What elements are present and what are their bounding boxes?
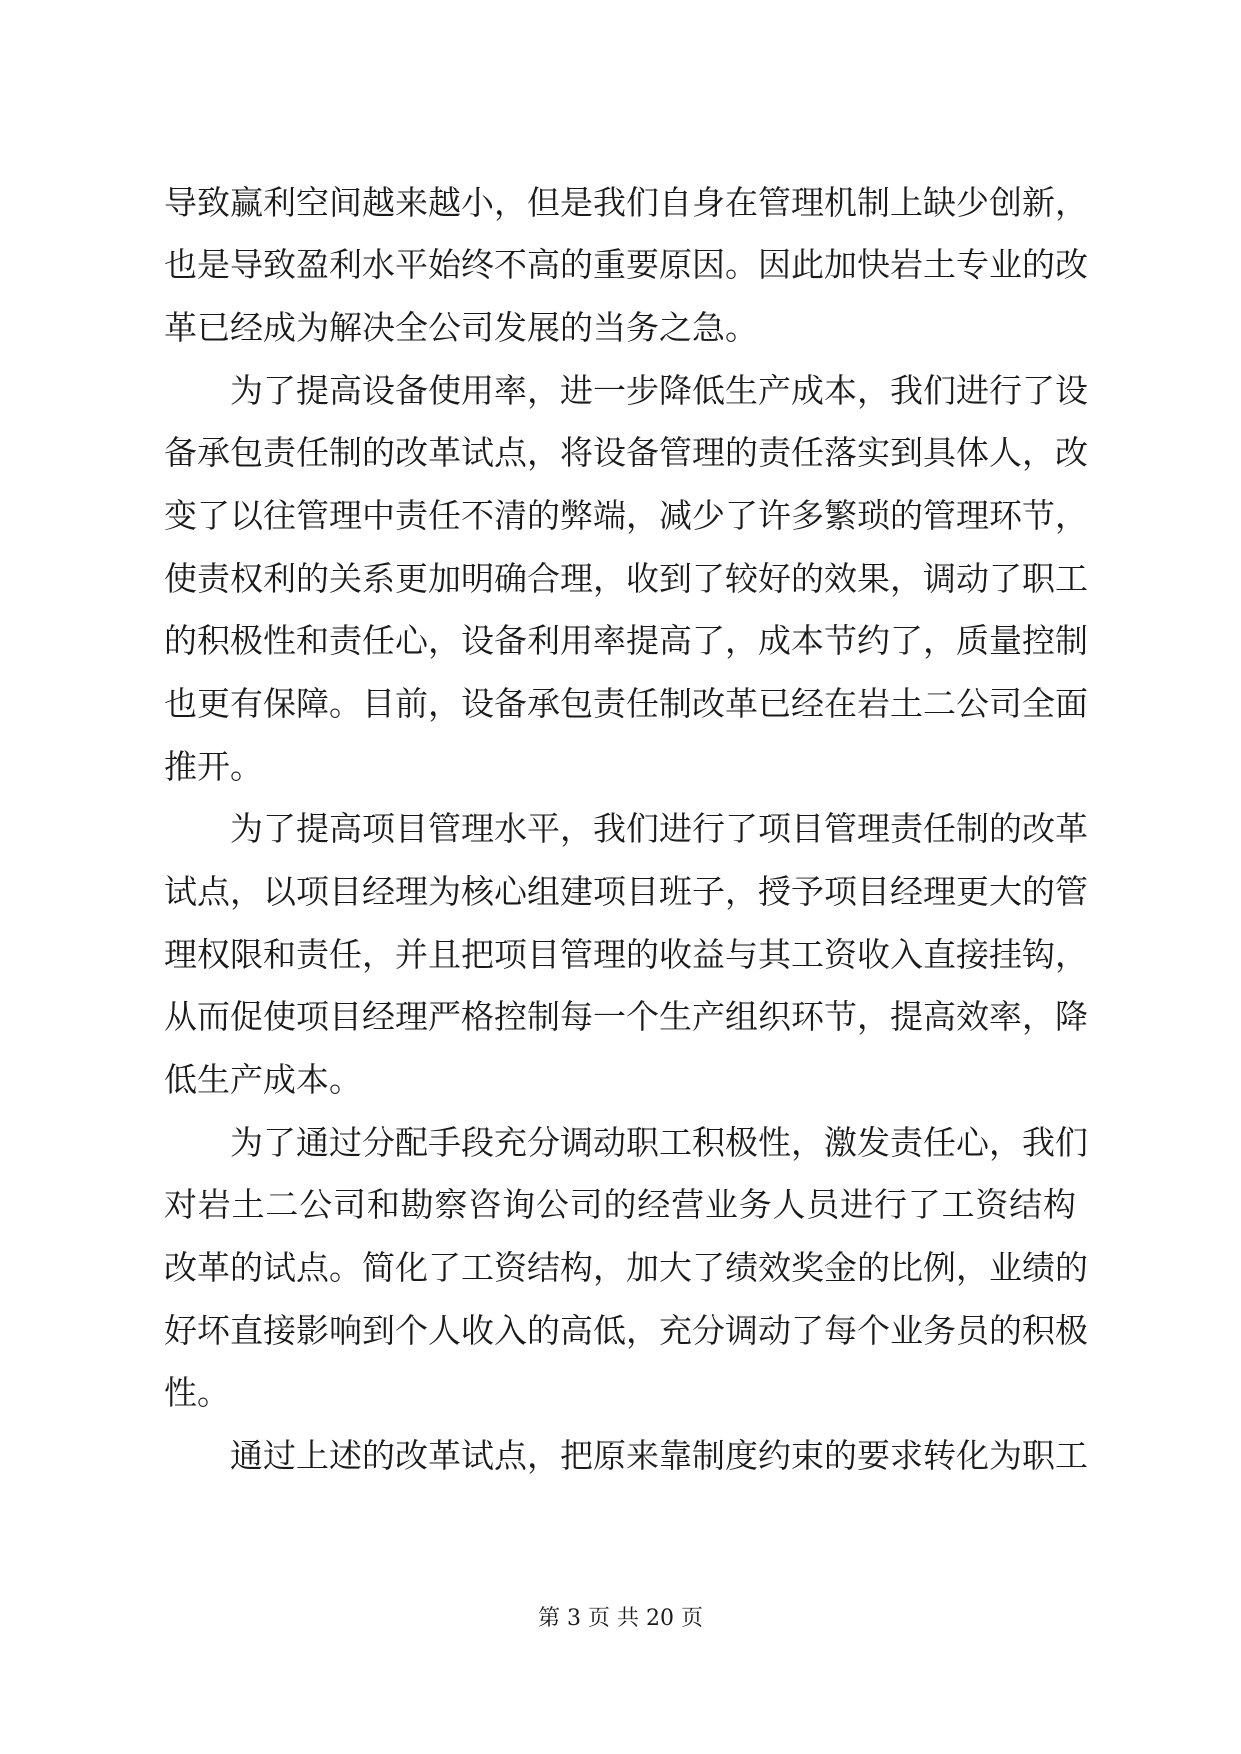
body-text-line: 备承包责任制的改革试点，将设备管理的责任落实到具体人，改 xyxy=(164,433,1088,472)
body-text-line: 导致赢利空间越来越小，但是我们自身在管理机制上缺少创新， xyxy=(164,183,1088,222)
page-number-footer: 第 3 页 共 20 页 xyxy=(538,1606,703,1631)
body-text-line: 也是导致盈利水平始终不高的重要原因。因此加快岩土专业的改 xyxy=(164,245,1088,284)
body-text-line: 低生产成本。 xyxy=(164,1060,362,1099)
body-text-line: 对岩土二公司和勘察咨询公司的经营业务人员进行了工资结构 xyxy=(164,1185,1076,1224)
body-text-line: 理权限和责任，并且把项目管理的收益与其工资收入直接挂钩， xyxy=(164,935,1088,974)
body-text-line: 推开。 xyxy=(164,747,263,786)
paragraph-first-line: 为了提高项目管理水平，我们进行了项目管理责任制的改革 xyxy=(230,809,1088,848)
body-text-line: 试点，以项目经理为核心组建项目班子，授予项目经理更大的管 xyxy=(164,872,1088,911)
body-text-line: 使责权利的关系更加明确合理，收到了较好的效果，调动了职工 xyxy=(164,559,1088,598)
body-text-line: 变了以往管理中责任不清的弊端，减少了许多繁琐的管理环节， xyxy=(164,496,1088,535)
body-text-line: 革已经成为解决全公司发展的当务之急。 xyxy=(164,308,758,347)
body-text-line: 好坏直接影响到个人收入的高低，充分调动了每个业务员的积极 xyxy=(164,1311,1088,1350)
body-text-line: 的积极性和责任心，设备利用率提高了，成本节约了，质量控制 xyxy=(164,621,1088,660)
paragraph-first-line: 通过上述的改革试点，把原来靠制度约束的要求转化为职工 xyxy=(230,1436,1088,1475)
paragraph-first-line: 为了通过分配手段充分调动职工积极性，激发责任心，我们 xyxy=(230,1123,1088,1162)
body-text-line: 也更有保障。目前，设备承包责任制改革已经在岩土二公司全面 xyxy=(164,684,1088,723)
body-text-line: 改革的试点。简化了工资结构，加大了绩效奖金的比例，业绩的 xyxy=(164,1248,1088,1287)
body-text-line: 从而促使项目经理严格控制每一个生产组织环节，提高效率，降 xyxy=(164,997,1088,1036)
paragraph-first-line: 为了提高设备使用率，进一步降低生产成本，我们进行了设 xyxy=(230,371,1088,410)
body-text-line: 性。 xyxy=(164,1373,230,1412)
